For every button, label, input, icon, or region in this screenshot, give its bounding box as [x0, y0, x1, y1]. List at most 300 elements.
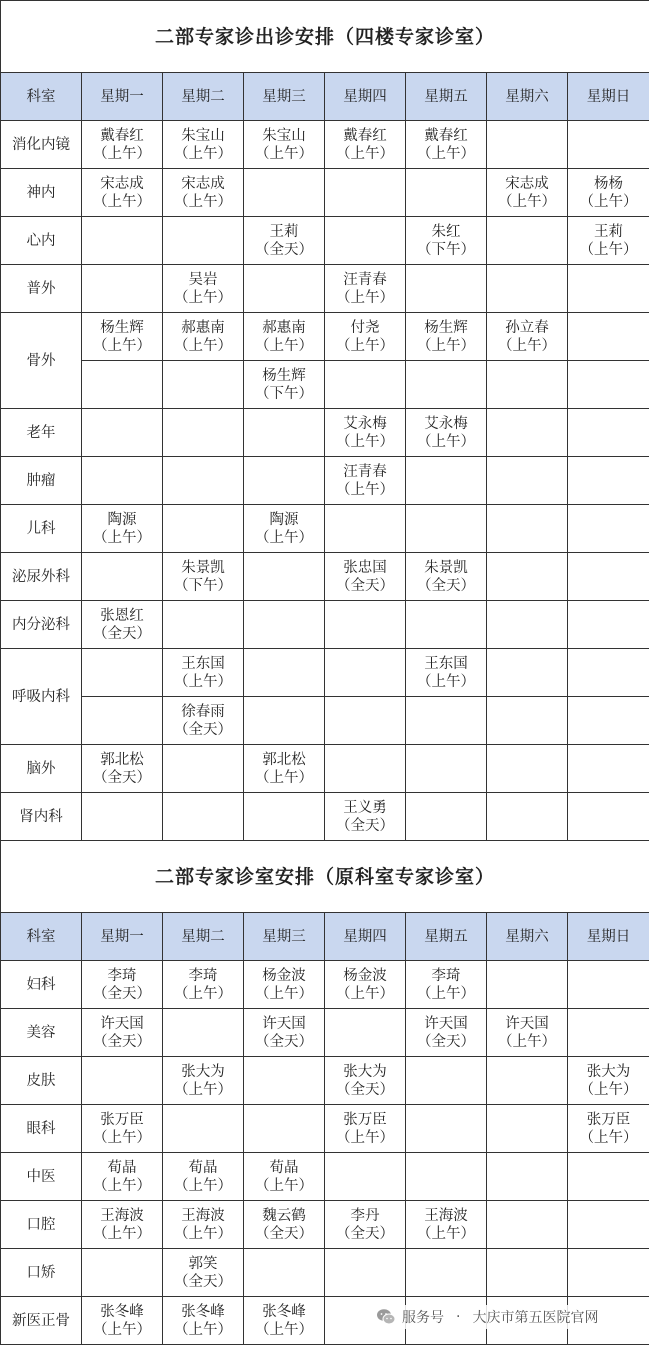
schedule-cell	[568, 121, 649, 169]
dept-name: 新医正骨	[1, 1297, 82, 1345]
table-row	[1, 601, 649, 649]
schedule-cell	[163, 1297, 244, 1345]
session-time: （全天）	[174, 1273, 232, 1290]
dept-name: 老年	[1, 409, 82, 457]
dept-name: 中医	[1, 1153, 82, 1201]
doctor-name: 荀晶	[188, 1159, 218, 1176]
session-time: （上午）	[417, 145, 475, 162]
schedule-cell	[568, 265, 649, 313]
schedule-cell	[244, 505, 325, 553]
schedule-cell	[568, 457, 649, 505]
doctor-name: 李琦	[107, 967, 137, 984]
schedule-cell	[487, 793, 568, 841]
session-time: （上午）	[255, 1321, 313, 1338]
doctor-name: 张万臣	[586, 1111, 631, 1128]
dept-name: 脑外	[1, 745, 82, 793]
schedule-cell	[82, 313, 163, 361]
session-time: （上午）	[255, 769, 313, 786]
schedule-cell	[487, 1201, 568, 1249]
schedule-cell	[163, 361, 244, 409]
schedule-cell	[82, 1009, 163, 1057]
table-row	[1, 793, 649, 841]
session-time: （上午）	[174, 193, 232, 210]
session-time: （全天）	[417, 1033, 475, 1050]
schedule-cell	[568, 601, 649, 649]
doctor-name: 付尧	[350, 319, 380, 336]
schedule-cell	[82, 361, 163, 409]
schedule-cell	[406, 745, 487, 793]
schedule-cell	[406, 1249, 487, 1297]
doctor-name: 王海波	[100, 1207, 144, 1224]
session-time: （下午）	[255, 385, 313, 402]
header-day: 星期五	[406, 73, 487, 121]
session-time: （上午）	[336, 481, 394, 498]
schedule-cell	[325, 121, 406, 169]
header-day: 星期四	[325, 73, 406, 121]
schedule-cell	[244, 1201, 325, 1249]
dept-name: 美容	[1, 1009, 82, 1057]
doctor-name: 许天国	[505, 1015, 549, 1032]
doctor-name: 杨杨	[594, 175, 623, 192]
session-time: （上午）	[255, 337, 313, 354]
schedule-cell	[82, 457, 163, 505]
dept-name: 眼科	[1, 1105, 82, 1153]
session-time: （上午）	[498, 193, 556, 210]
header-day: 星期六	[487, 73, 568, 121]
schedule-cell	[244, 169, 325, 217]
schedule-cell	[244, 409, 325, 457]
session-time: （全天）	[93, 985, 151, 1002]
schedule-cell	[163, 409, 244, 457]
doctor-name: 汪青春	[343, 463, 387, 480]
schedule-cell	[568, 217, 649, 265]
schedule-cell	[406, 313, 487, 361]
schedule-cell	[568, 361, 649, 409]
schedule-cell	[163, 313, 244, 361]
session-time: （上午）	[417, 673, 475, 690]
schedule-cell	[568, 649, 649, 697]
schedule-cell	[163, 217, 244, 265]
schedule-cell	[325, 505, 406, 553]
session-time: （上午）	[579, 241, 638, 258]
schedule-cell	[82, 1249, 163, 1297]
dept-name: 神内	[1, 169, 82, 217]
table-row	[1, 457, 649, 505]
doctor-name: 汪青春	[343, 271, 387, 288]
dept-name: 皮肤	[1, 1057, 82, 1105]
schedule-cell	[244, 217, 325, 265]
session-time: （上午）	[93, 1225, 151, 1242]
session-time: （上午）	[579, 1081, 638, 1098]
schedule-cell	[163, 169, 244, 217]
session-time: （上午）	[255, 985, 313, 1002]
schedule-cell	[163, 265, 244, 313]
schedule-cell	[82, 1105, 163, 1153]
dept-name: 妇科	[1, 961, 82, 1009]
schedule-cell	[325, 1249, 406, 1297]
header-day: 星期二	[163, 913, 244, 961]
schedule-cell	[406, 217, 487, 265]
doctor-name: 张恩红	[100, 607, 144, 624]
doctor-name: 宋志成	[505, 175, 549, 192]
schedule-cell	[244, 265, 325, 313]
schedule-cell	[487, 697, 568, 745]
schedule-cell	[487, 745, 568, 793]
session-time: （上午）	[93, 1129, 151, 1146]
session-time: （下午）	[417, 241, 475, 258]
wechat-icon	[376, 1308, 396, 1326]
schedule-cell	[568, 1105, 649, 1153]
schedule-cell	[163, 961, 244, 1009]
schedule-cell	[568, 793, 649, 841]
doctor-name: 王海波	[424, 1207, 468, 1224]
schedule-cell	[244, 313, 325, 361]
session-time: （上午）	[417, 1225, 475, 1242]
doctor-name: 荀晶	[269, 1159, 299, 1176]
doctor-name: 郭北松	[262, 751, 306, 768]
session-time: （上午）	[255, 529, 313, 546]
dept-name: 呼吸内科	[1, 649, 82, 745]
schedule-cell	[406, 265, 487, 313]
table-row	[1, 121, 649, 169]
doctor-name: 张万臣	[100, 1111, 144, 1128]
session-time: （全天）	[255, 1033, 313, 1050]
schedule-cell	[163, 1201, 244, 1249]
schedule-cell	[487, 1105, 568, 1153]
schedule-cell	[487, 1057, 568, 1105]
schedule-cell	[244, 961, 325, 1009]
schedule-cell	[325, 409, 406, 457]
header-day: 星期四	[325, 913, 406, 961]
schedule-cell	[568, 697, 649, 745]
doctor-name: 张大为	[586, 1063, 631, 1080]
schedule-cell	[244, 697, 325, 745]
schedule-cell	[82, 1153, 163, 1201]
schedule-cell	[244, 1057, 325, 1105]
session-time: （上午）	[417, 337, 475, 354]
session-time: （上午）	[336, 145, 394, 162]
session-time: （下午）	[174, 577, 232, 594]
schedule-cell	[406, 1201, 487, 1249]
schedule-cell	[568, 1057, 649, 1105]
table-row	[1, 313, 649, 361]
schedule-title: 二部专家诊出诊安排（四楼专家诊室）	[1, 1, 649, 73]
doctor-name: 戴春红	[343, 127, 387, 144]
dept-name: 心内	[1, 217, 82, 265]
schedule-cell	[163, 121, 244, 169]
schedule-cell	[325, 361, 406, 409]
doctor-name: 宋志成	[181, 175, 225, 192]
schedule-cell	[568, 961, 649, 1009]
schedule-cell	[325, 1009, 406, 1057]
session-time: （上午）	[174, 145, 232, 162]
schedule-cell	[406, 121, 487, 169]
doctor-name: 李琦	[188, 967, 218, 984]
schedule-cell	[487, 601, 568, 649]
schedule-cell	[487, 169, 568, 217]
schedule-cell	[82, 1201, 163, 1249]
schedule-cell	[568, 169, 649, 217]
doctor-name: 杨金波	[343, 967, 387, 984]
schedule-cell	[325, 553, 406, 601]
session-time: （上午）	[174, 985, 232, 1002]
dept-name: 肾内科	[1, 793, 82, 841]
schedule-cell	[406, 361, 487, 409]
schedule-cell	[487, 361, 568, 409]
schedule-cell	[244, 601, 325, 649]
dept-name: 泌尿外科	[1, 553, 82, 601]
session-time: （上午）	[93, 1177, 151, 1194]
session-time: （上午）	[336, 985, 394, 1002]
schedule-cell	[406, 1009, 487, 1057]
schedule-cell	[406, 505, 487, 553]
doctor-name: 许天国	[424, 1015, 468, 1032]
doctor-name: 郝惠南	[262, 319, 306, 336]
doctor-name: 张冬峰	[181, 1303, 225, 1320]
schedule-cell	[487, 1153, 568, 1201]
schedule-cell	[82, 265, 163, 313]
session-time: （上午）	[579, 193, 638, 210]
header-day: 星期一	[82, 73, 163, 121]
schedule-cell	[163, 601, 244, 649]
schedule-cell	[82, 409, 163, 457]
session-time: （上午）	[174, 289, 232, 306]
session-time: （上午）	[93, 193, 151, 210]
schedule-cell	[325, 169, 406, 217]
dept-name: 口矫	[1, 1249, 82, 1297]
session-time: （上午）	[498, 1033, 556, 1050]
table-row	[1, 1057, 649, 1105]
doctor-name: 陶源	[107, 511, 137, 528]
doctor-name: 吴岩	[188, 271, 218, 288]
dept-name: 内分泌科	[1, 601, 82, 649]
schedule-cell	[244, 457, 325, 505]
session-time: （上午）	[93, 337, 151, 354]
schedule-cell	[244, 1153, 325, 1201]
table-row	[1, 409, 649, 457]
schedule-cell	[487, 217, 568, 265]
schedule-cell	[406, 793, 487, 841]
doctor-name: 徐春雨	[181, 703, 225, 720]
schedule-cell	[406, 409, 487, 457]
doctor-name: 孙立春	[505, 319, 549, 336]
schedule-cell	[568, 745, 649, 793]
schedule-cell	[325, 697, 406, 745]
schedule-cell	[406, 601, 487, 649]
schedule-cell	[163, 649, 244, 697]
schedule-cell	[163, 457, 244, 505]
schedule-cell	[325, 1105, 406, 1153]
doctor-name: 戴春红	[100, 127, 144, 144]
schedule-cell	[82, 649, 163, 697]
doctor-name: 张大为	[181, 1063, 225, 1080]
watermark-account: 大庆市第五医院官网	[472, 1310, 599, 1326]
table-row	[1, 1153, 649, 1201]
schedule-cell	[82, 121, 163, 169]
dept-name: 普外	[1, 265, 82, 313]
schedule-cell	[244, 1105, 325, 1153]
doctor-name: 李丹	[350, 1207, 380, 1224]
schedule-cell	[568, 1153, 649, 1201]
table-row	[1, 169, 649, 217]
watermark	[372, 1305, 602, 1329]
session-time: （上午）	[498, 337, 556, 354]
header-dept: 科室	[1, 913, 82, 961]
schedule-cell	[406, 457, 487, 505]
session-time: （全天）	[336, 1081, 394, 1098]
schedule-cell	[406, 553, 487, 601]
expert-schedule-table-dept	[0, 840, 649, 1345]
schedule-cell	[82, 505, 163, 553]
session-time: （全天）	[255, 241, 313, 258]
schedule-cell	[325, 649, 406, 697]
doctor-name: 陶源	[269, 511, 299, 528]
schedule-cell	[163, 1009, 244, 1057]
doctor-name: 许天国	[100, 1015, 144, 1032]
header-day: 星期三	[244, 913, 325, 961]
schedule-cell	[487, 121, 568, 169]
schedule-cell	[487, 265, 568, 313]
schedule-cell	[568, 1249, 649, 1297]
session-time: （全天）	[93, 1033, 151, 1050]
schedule-cell	[82, 961, 163, 1009]
doctor-name: 张忠国	[343, 559, 387, 576]
schedule-cell	[163, 745, 244, 793]
schedule-cell	[325, 265, 406, 313]
schedule-cell	[82, 217, 163, 265]
doctor-name: 朱景凯	[424, 559, 468, 576]
schedule-cell	[244, 1297, 325, 1345]
session-time: （全天）	[93, 769, 151, 786]
schedule-cell	[82, 745, 163, 793]
table-row	[1, 649, 649, 697]
watermark-prefix: 服务号	[402, 1310, 444, 1326]
dept-name: 消化内镜	[1, 121, 82, 169]
schedule-cell	[244, 553, 325, 601]
schedule-cell	[82, 697, 163, 745]
doctor-name: 朱红	[431, 223, 461, 240]
schedule-cell	[244, 745, 325, 793]
dept-name: 儿科	[1, 505, 82, 553]
session-time: （上午）	[93, 1321, 151, 1338]
schedule-cell	[487, 409, 568, 457]
doctor-name: 王莉	[594, 223, 623, 240]
doctor-name: 宋志成	[100, 175, 144, 192]
doctor-name: 郭笑	[188, 1255, 218, 1272]
schedule-cell	[487, 505, 568, 553]
table-row	[1, 361, 649, 409]
table-row	[1, 745, 649, 793]
schedule-cell	[325, 457, 406, 505]
schedule-cell	[325, 793, 406, 841]
schedule-cell	[406, 1057, 487, 1105]
doctor-name: 魏云鹤	[262, 1207, 306, 1224]
doctor-name: 张冬峰	[262, 1303, 306, 1320]
schedule-cell	[163, 697, 244, 745]
header-day: 星期日	[568, 913, 649, 961]
schedule-cell	[568, 505, 649, 553]
doctor-name: 朱宝山	[181, 127, 225, 144]
schedule-cell	[163, 793, 244, 841]
table-row	[1, 553, 649, 601]
doctor-name: 王东国	[424, 655, 468, 672]
schedule-cell	[487, 1249, 568, 1297]
schedule-cell	[487, 553, 568, 601]
dept-name: 口腔	[1, 1201, 82, 1249]
schedule-cell	[568, 1009, 649, 1057]
doctor-name: 许天国	[262, 1015, 306, 1032]
doctor-name: 艾永梅	[343, 415, 387, 432]
table-row	[1, 505, 649, 553]
doctor-name: 郝惠南	[181, 319, 225, 336]
schedule-cell	[325, 601, 406, 649]
doctor-name: 张冬峰	[100, 1303, 144, 1320]
header-day: 星期六	[487, 913, 568, 961]
session-time: （上午）	[417, 985, 475, 1002]
session-time: （上午）	[336, 433, 394, 450]
schedule-cell	[406, 961, 487, 1009]
table-row	[1, 1201, 649, 1249]
session-time: （全天）	[417, 577, 475, 594]
doctor-name: 杨生辉	[262, 367, 306, 384]
schedule-cell	[325, 961, 406, 1009]
session-time: （上午）	[174, 337, 232, 354]
doctor-name: 王东国	[181, 655, 225, 672]
schedule-cell	[82, 601, 163, 649]
table-row	[1, 961, 649, 1009]
session-time: （上午）	[336, 289, 394, 306]
table-row	[1, 1249, 649, 1297]
schedule-cell	[406, 169, 487, 217]
schedule-cell	[406, 1153, 487, 1201]
schedule-cell	[244, 1009, 325, 1057]
schedule-cell	[325, 1057, 406, 1105]
session-time: （上午）	[174, 1225, 232, 1242]
schedule-cell	[568, 313, 649, 361]
schedule-cell	[163, 1249, 244, 1297]
schedule-cell	[244, 793, 325, 841]
header-day: 星期日	[568, 73, 649, 121]
doctor-name: 李琦	[431, 967, 461, 984]
dept-name: 骨外	[1, 313, 82, 409]
schedule-cell	[244, 361, 325, 409]
schedule-cell	[568, 1201, 649, 1249]
schedule-cell	[163, 553, 244, 601]
schedule-cell	[406, 649, 487, 697]
session-time: （上午）	[579, 1129, 638, 1146]
doctor-name: 朱宝山	[262, 127, 306, 144]
schedule-cell	[163, 1105, 244, 1153]
schedule-cell	[568, 409, 649, 457]
session-time: （上午）	[336, 337, 394, 354]
header-dept: 科室	[1, 73, 82, 121]
schedule-cell	[325, 1153, 406, 1201]
schedule-cell	[244, 649, 325, 697]
doctor-name: 艾永梅	[424, 415, 468, 432]
schedule-title: 二部专家诊室安排（原科室专家诊室）	[1, 841, 649, 913]
doctor-name: 张万臣	[343, 1111, 387, 1128]
table-row	[1, 265, 649, 313]
session-time: （上午）	[93, 529, 151, 546]
session-time: （上午）	[174, 673, 232, 690]
session-time: （全天）	[174, 721, 232, 738]
table-row	[1, 697, 649, 745]
doctor-name: 杨金波	[262, 967, 306, 984]
schedule-cell	[244, 1249, 325, 1297]
schedule-cell	[487, 649, 568, 697]
schedule-cell	[82, 793, 163, 841]
session-time: （上午）	[93, 145, 151, 162]
